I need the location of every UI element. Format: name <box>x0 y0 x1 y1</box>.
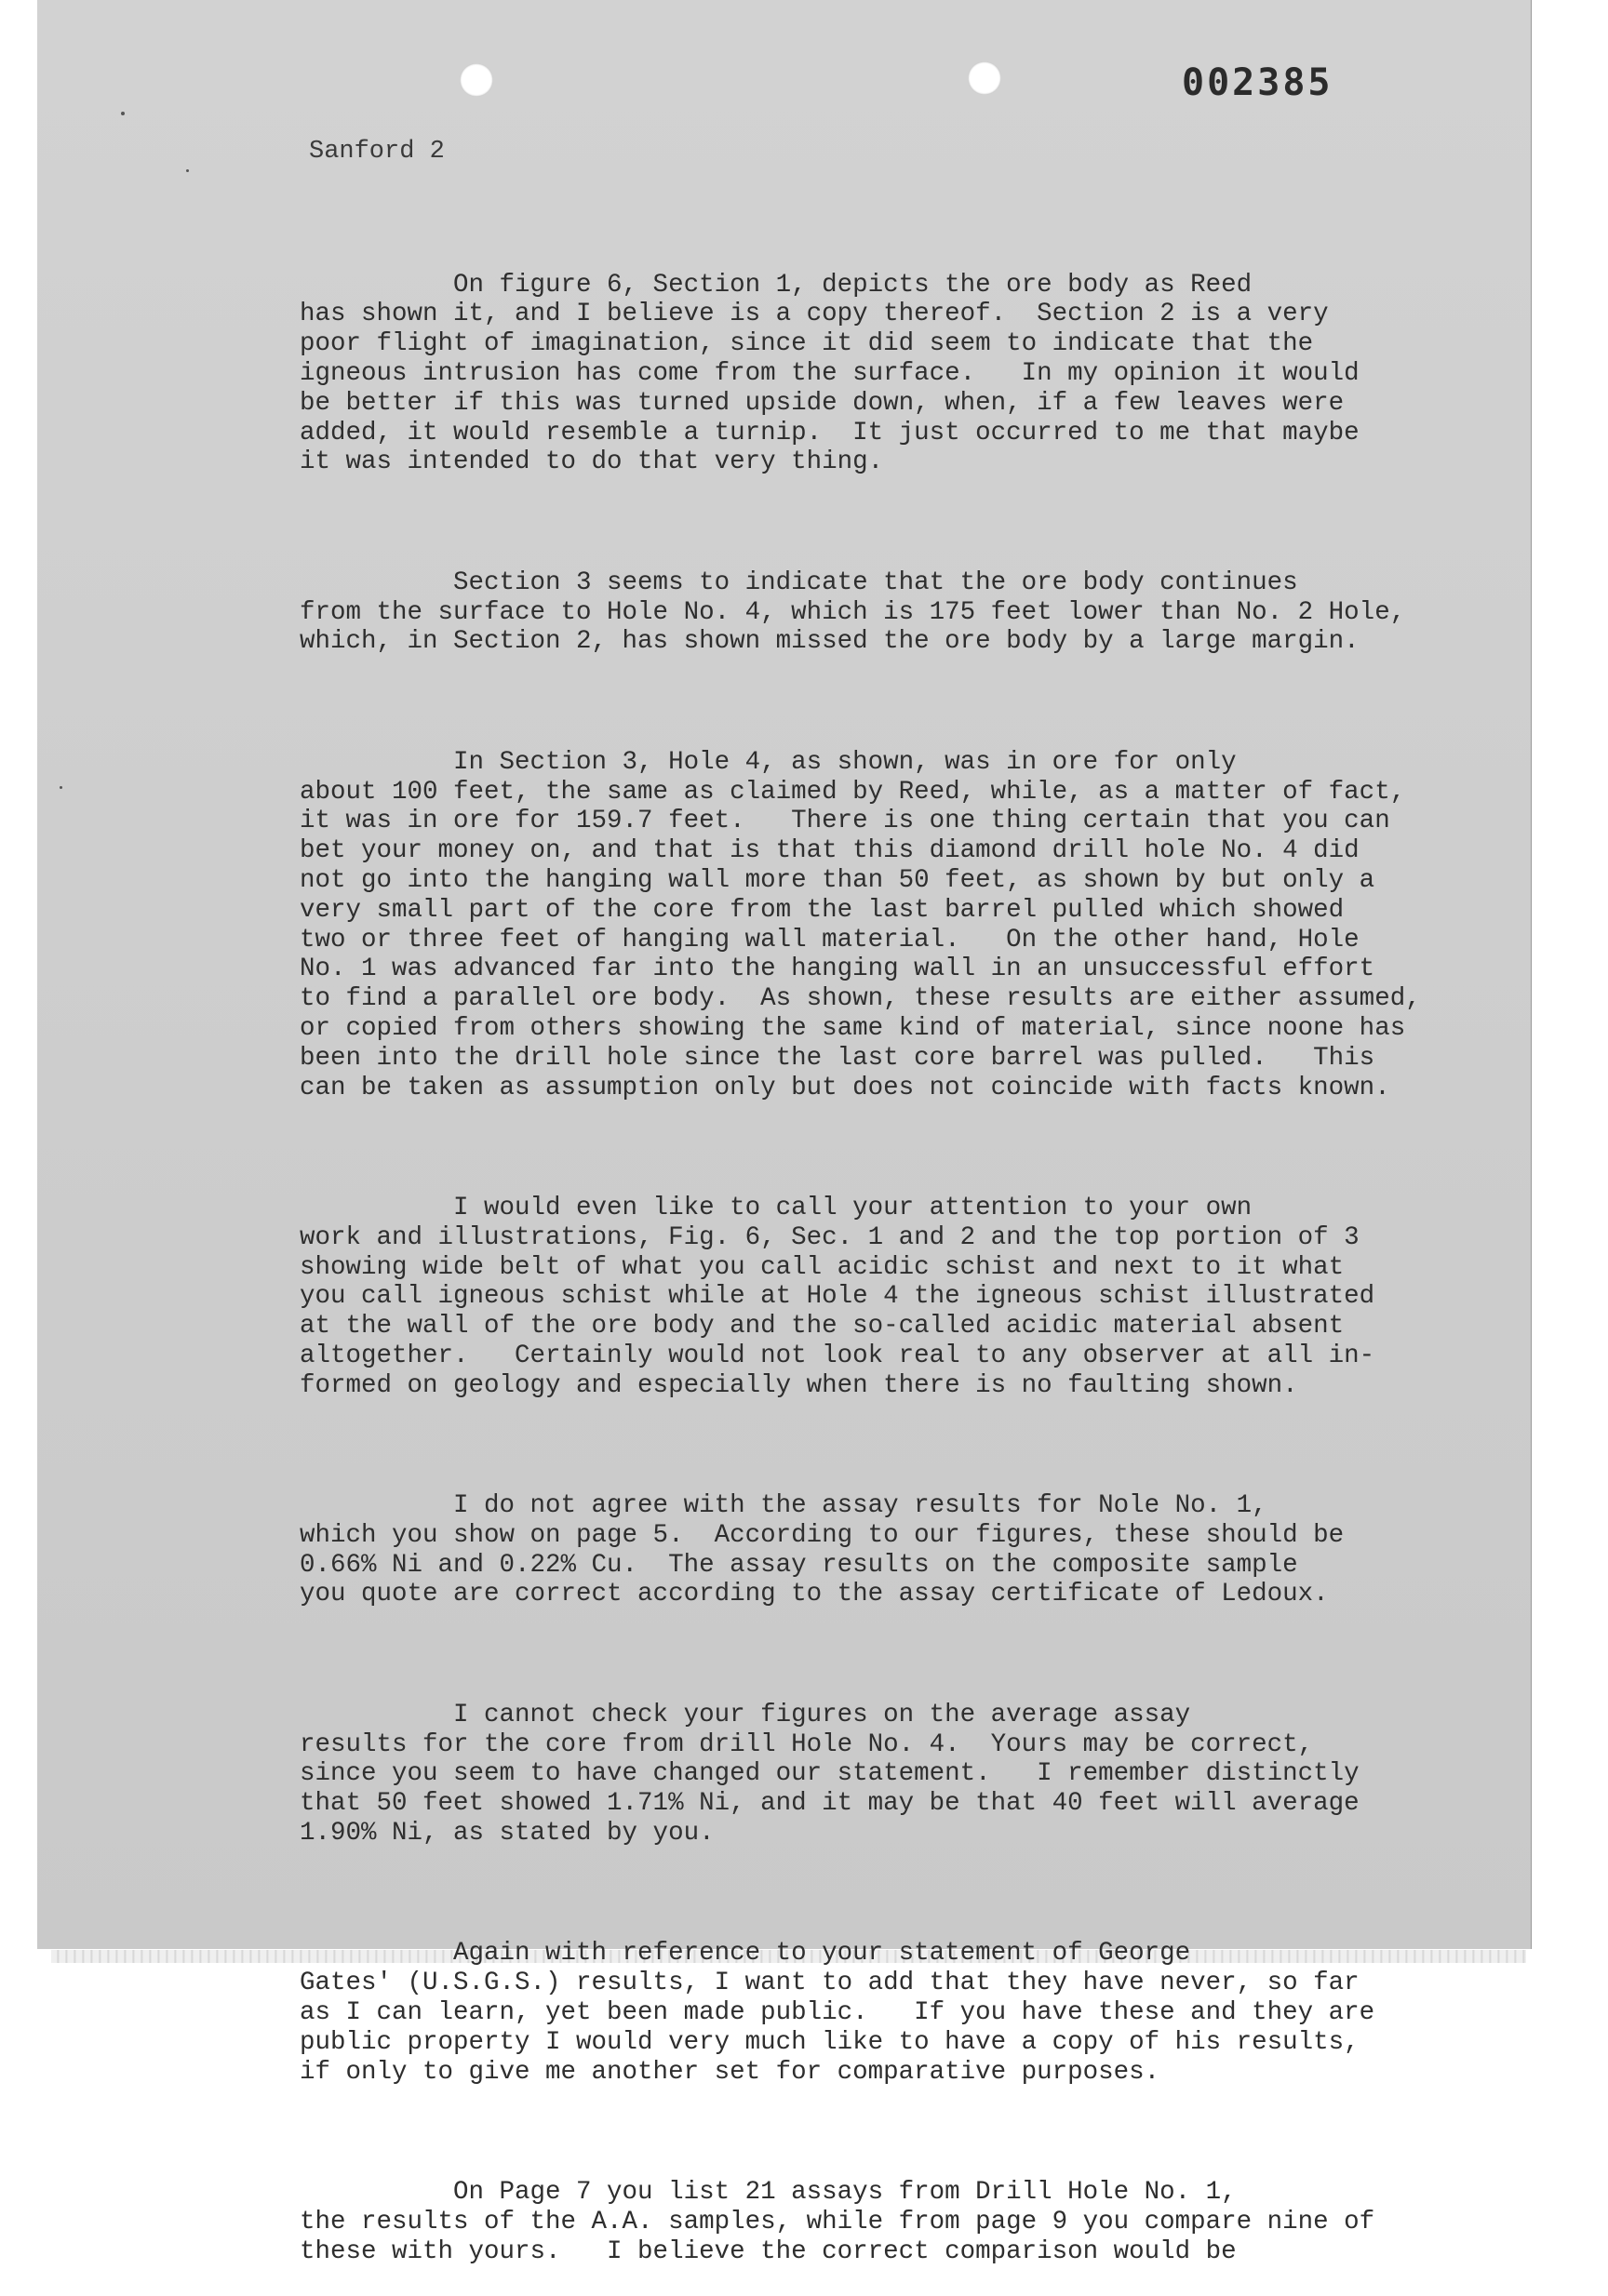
punch-hole-right <box>968 61 1001 95</box>
text-line: you call igneous schist while at Hole 4 the igneous schist illustrated <box>300 1282 1375 1312</box>
text-line: two or three feet of hanging wall material. On the other hand, Hole <box>300 925 1360 954</box>
text-line: or copied from others showing the same kind of material, since noone has <box>300 1013 1406 1043</box>
text-line: these with yours. I believe the correct comparison would be <box>300 2236 1237 2266</box>
text-line: Section 3 seems to indicate that the ore body continues <box>300 567 1298 597</box>
text-line: from the surface to Hole No. 4, which is 175 feet lower than No. 2 Hole, <box>300 597 1406 627</box>
text-line: formed on geology and especially when there is no faulting shown. <box>300 1370 1298 1400</box>
text-line: which you show on page 5. According to our figures, these should be <box>300 1520 1345 1550</box>
text-line: Again with reference to your statement of George <box>300 1939 1191 1969</box>
text-line: work and illustrations, Fig. 6, Sec. 1 and 2 and the top portion of 3 <box>300 1222 1360 1252</box>
paragraph <box>300 2178 1472 2266</box>
text-line: 1.90% Ni, as stated by you. <box>300 1819 715 1849</box>
punch-hole-left <box>460 63 493 97</box>
paragraph <box>300 1939 1472 2087</box>
text-line: not go into the hanging wall more than 50 feet, as shown by but only a <box>300 865 1375 895</box>
text-line: since you seem to have changed our statement. I remember distinctly <box>300 1759 1360 1789</box>
text-line: Gates' (U.S.G.S.) results, I want to add that they have never, so far <box>300 1969 1360 1998</box>
text-line: I would even like to call your attention to your own <box>300 1193 1253 1222</box>
letter-body <box>300 211 1472 2296</box>
text-line: very small part of the core from the last barrel pulled which showed <box>300 895 1345 925</box>
text-line: showing wide belt of what you call acidic schist and next to it what <box>300 1252 1345 1282</box>
text-line: bet your money on, and that is that this diamond drill hole No. 4 did <box>300 836 1360 866</box>
speck-mark <box>121 112 125 115</box>
text-line: public property I would very much like to have a copy of his results, <box>300 2027 1360 2057</box>
text-line: poor flight of imagination, since it did seem to indicate that the <box>300 329 1314 359</box>
text-line: that 50 feet showed 1.71% Ni, and it may be that 40 feet will average <box>300 1789 1360 1819</box>
text-line: igneous intrusion has come from the surface. In my opinion it would <box>300 358 1360 388</box>
text-line: can be taken as assumption only but does not coincide with facts known. <box>300 1073 1390 1102</box>
text-line: been into the drill hole since the last core barrel was pulled. This <box>300 1043 1375 1073</box>
text-line: added, it would resemble a turnip. It just occurred to me that maybe <box>300 418 1360 447</box>
text-line: altogether. Certainly would not look real to any observer at all in- <box>300 1341 1375 1370</box>
text-line: as I can learn, yet been made public. If you have these and they are <box>300 1998 1375 2028</box>
text-line: has shown it, and I believe is a copy thereof. Section 2 is a very <box>300 300 1329 329</box>
text-line: results for the core from drill Hole No. 4. Yours may be correct, <box>300 1729 1314 1759</box>
text-line: if only to give me another set for comparative purposes. <box>300 2057 1160 2087</box>
page-header: Sanford 2 <box>309 138 445 166</box>
paragraph <box>300 1194 1472 1401</box>
text-line: I do not agree with the assay results for Nole No. 1, <box>300 1491 1267 1521</box>
text-line: it was in ore for 159.7 feet. There is one thing certain that you can <box>300 807 1390 836</box>
speck-mark <box>186 169 189 172</box>
text-line: about 100 feet, the same as claimed by Reed, while, as a matter of fact, <box>300 777 1406 807</box>
text-line: at the wall of the ore body and the so-called acidic material absent <box>300 1312 1345 1342</box>
paragraph <box>300 568 1472 657</box>
text-line: the results of the A.A. samples, while from page 9 you compare nine of <box>300 2207 1375 2236</box>
text-line: which, in Section 2, has shown missed the ore body by a large margin. <box>300 627 1360 657</box>
text-line: No. 1 was advanced far into the hanging wall in an unsuccessful effort <box>300 954 1375 984</box>
text-line: be better if this was turned upside down, when, if a few leaves were <box>300 388 1345 418</box>
text-line: I cannot check your figures on the average assay <box>300 1700 1191 1729</box>
paragraph <box>300 748 1472 1103</box>
text-line: to find a parallel ore body. As shown, these results are either assumed, <box>300 984 1421 1014</box>
text-line: it was intended to do that very thing. <box>300 447 884 477</box>
paragraph <box>300 271 1472 478</box>
text-line: 0.66% Ni and 0.22% Cu. The assay results on the composite sample <box>300 1550 1298 1580</box>
text-line: On figure 6, Section 1, depicts the ore body as Reed <box>300 270 1253 300</box>
speck-mark <box>60 786 62 789</box>
text-line: you quote are correct according to the assay certificate of Ledoux. <box>300 1580 1329 1609</box>
text-line: On Page 7 you list 21 assays from Drill Hole No. 1, <box>300 2178 1237 2208</box>
document-number: 002385 <box>1182 61 1333 104</box>
paragraph <box>300 1491 1472 1609</box>
paragraph <box>300 1701 1472 1849</box>
text-line: In Section 3, Hole 4, as shown, was in ore for only <box>300 747 1237 777</box>
